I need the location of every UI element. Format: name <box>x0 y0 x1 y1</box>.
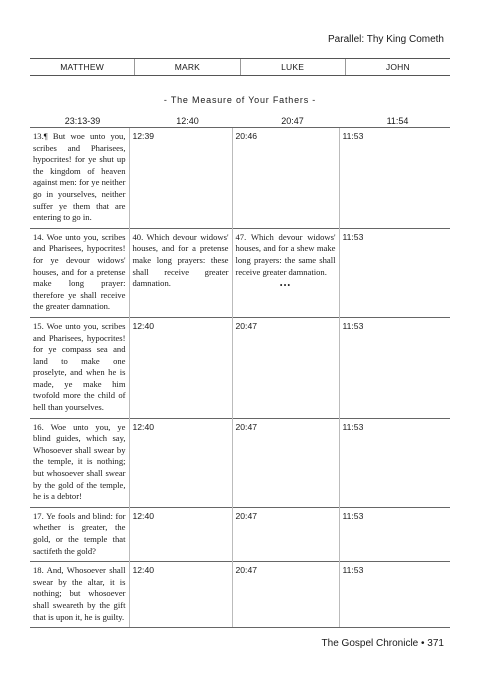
table-row <box>30 418 450 507</box>
gospel-header-john: JOHN <box>345 59 450 75</box>
luke-ref: 20:47 <box>232 418 339 507</box>
section-ref-luke: 20:47 <box>281 116 304 126</box>
john-ref: 11:53 <box>339 128 450 229</box>
mark-ref: 12:40 <box>129 418 232 507</box>
table-row <box>30 128 450 229</box>
table-row <box>30 228 450 317</box>
running-head: Parallel: Thy King Cometh <box>328 34 444 45</box>
section-reference-row <box>30 116 450 126</box>
matthew-verse: 16. Woe unto you, ye blind guides, which say, Whosoever shall swear by the temple, it is nothing; but whosoever shall swear by the gold of the temple, he is a debtor! <box>30 418 129 507</box>
matthew-verse: 13.¶ But woe unto you, scribes and Pharisees, hypocrites! for ye shut up the kingdom of heaven against men: for ye neither go in yourselves, neither suffer ye them that are entering to go in. <box>30 128 129 229</box>
gospel-column-header <box>30 58 450 76</box>
section-ref-matthew: 23:13-39 <box>64 116 101 126</box>
page-footer: The Gospel Chronicle • 371 <box>321 638 444 649</box>
luke-ref: 20:47 <box>232 507 339 561</box>
parallel-table <box>30 127 450 628</box>
mark-ref: 12:39 <box>129 128 232 229</box>
luke-ref: 20:46 <box>232 128 339 229</box>
luke-ref: 20:47 <box>232 317 339 418</box>
section-ref-mark: 12:40 <box>176 116 199 126</box>
gospel-header-matthew: MATTHEW <box>60 62 104 72</box>
mark-verse: 40. Which devour widows' houses, and for a pretense make long prayers: these shall receive greater damnation. <box>129 228 232 317</box>
gospel-header-mark: MARK <box>134 59 239 75</box>
mark-ref: 12:40 <box>129 507 232 561</box>
luke-verse: 47. Which devour widows' houses, and for a shew make long prayers: the same shall receive greater damnation. <box>235 231 336 277</box>
ellipsis-marker: ••• <box>279 281 292 291</box>
matthew-verse: 14. Woe unto you, scribes and Pharisees, hypocrites! for ye devour widows' houses, and for a pretense make long prayer: therefore ye shall receive the greater damnation. <box>30 228 129 317</box>
table-row <box>30 507 450 561</box>
gospel-header-luke: LUKE <box>240 59 345 75</box>
matthew-verse: 15. Woe unto you, scribes and Pharisees, hypocrites! for ye compass sea and land to make one proselyte, and when he is made, ye make him twofold more the child of hell than yourselves. <box>30 317 129 418</box>
john-ref: 11:53 <box>339 562 450 628</box>
section-title: - The Measure of Your Fathers - <box>163 95 317 105</box>
john-ref: 11:53 <box>339 228 450 317</box>
table-row <box>30 317 450 418</box>
mark-ref: 12:40 <box>129 562 232 628</box>
john-ref: 11:53 <box>339 507 450 561</box>
luke-ref: 20:47 <box>232 562 339 628</box>
matthew-verse: 17. Ye fools and blind: for whether is greater, the gold, or the temple that sactifeth the gold? <box>30 507 129 561</box>
john-ref: 11:53 <box>339 418 450 507</box>
mark-ref: 12:40 <box>129 317 232 418</box>
john-ref: 11:53 <box>339 317 450 418</box>
matthew-verse: 18. And, Whosoever shall swear by the altar, it is nothing; but whosoever shall sweareth by the gift that is upon it, he is guilty. <box>30 562 129 628</box>
section-ref-john: 11:54 <box>386 116 409 126</box>
luke-verse-cell <box>232 228 339 317</box>
table-row <box>30 562 450 628</box>
